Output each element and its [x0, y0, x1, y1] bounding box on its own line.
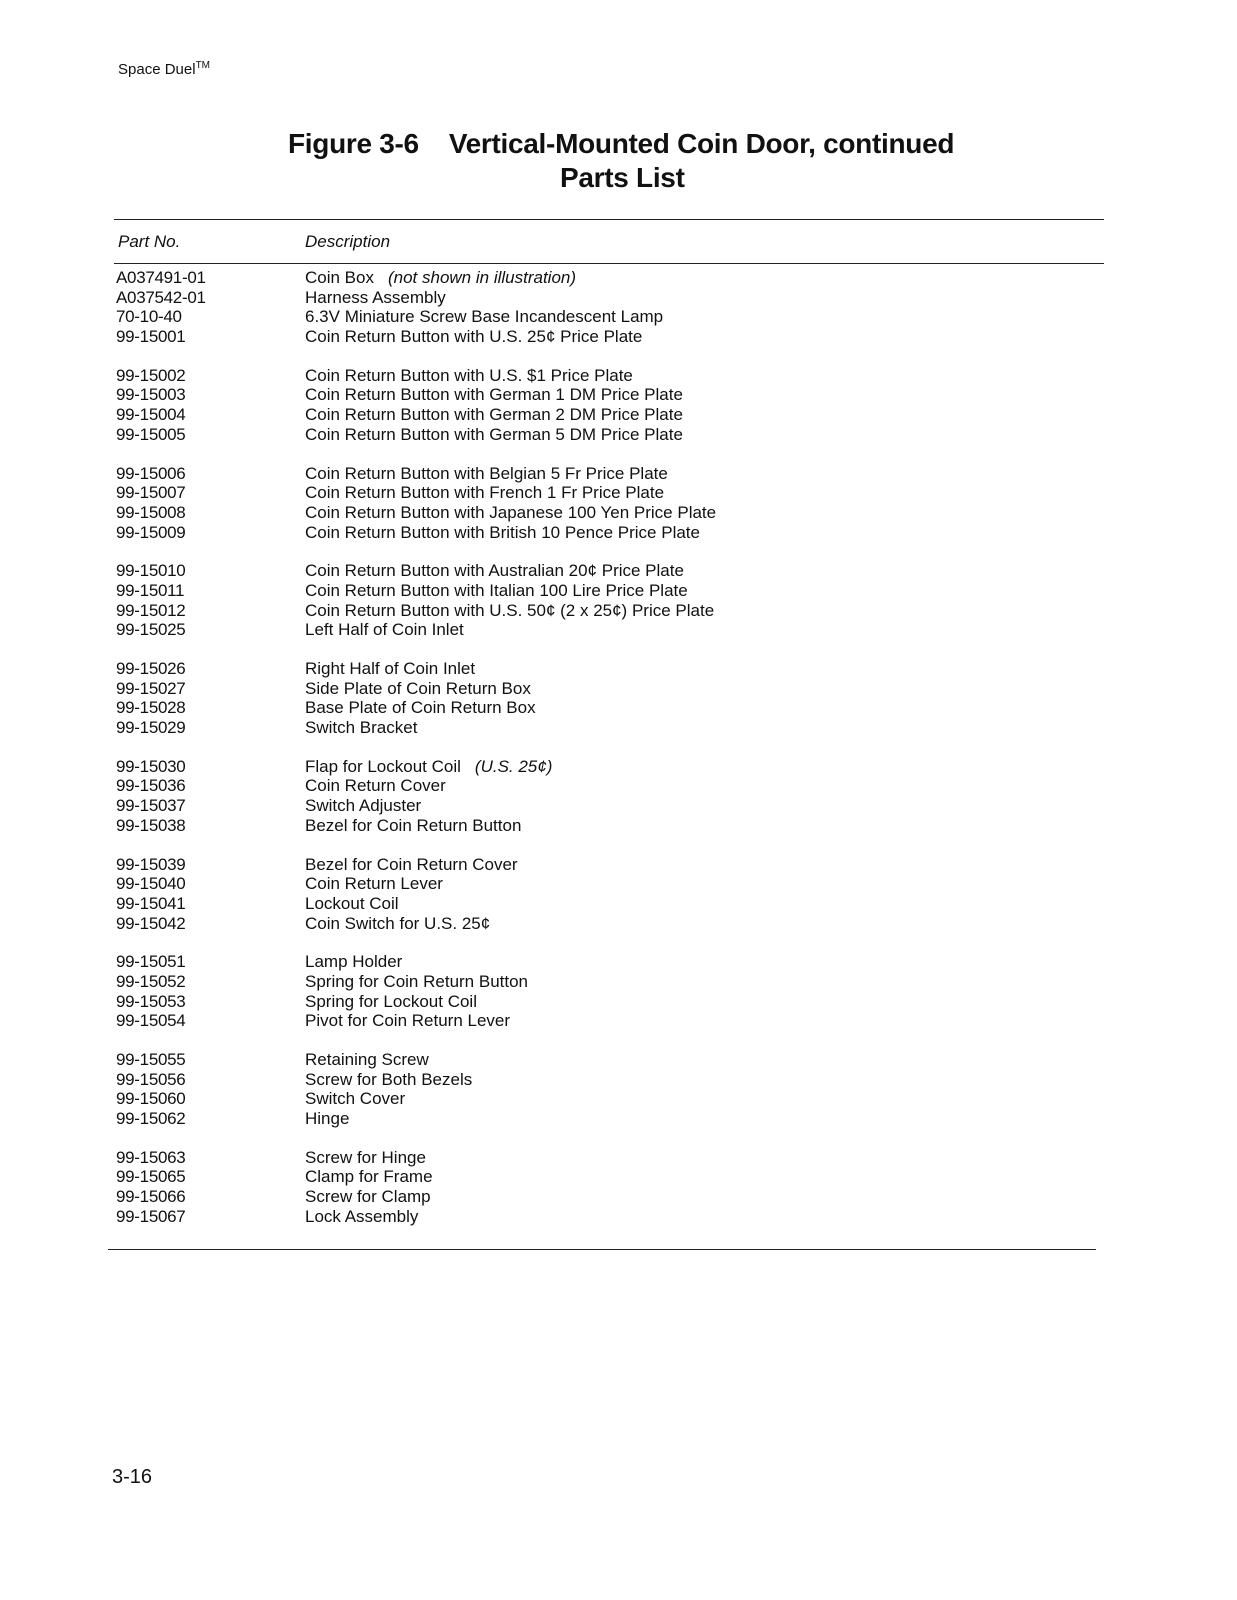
table-row	[116, 776, 1096, 796]
description-text: Coin Return Button with German 1 DM Price Plate	[305, 385, 683, 405]
part-description	[305, 796, 1096, 816]
description-text: Hinge	[305, 1109, 350, 1129]
part-number: 99-15054	[116, 1011, 186, 1031]
part-number: 99-15041	[116, 893, 186, 913]
description-text: Coin Return Button with U.S. $1 Price Plate	[305, 365, 633, 385]
part-description	[305, 405, 1096, 425]
table-row	[116, 561, 1096, 581]
figure-label: Figure 3-6	[288, 128, 419, 159]
part-description	[305, 816, 1096, 836]
description-text: Retaining Screw	[305, 1050, 429, 1069]
part-number: 99-15025	[116, 620, 186, 640]
part-number: 99-15004	[116, 405, 186, 425]
description-text: Coin Return Button with U.S. 25¢ Price Plate	[305, 327, 643, 347]
table-row	[116, 405, 1096, 425]
column-header-part-no: Part No.	[118, 232, 181, 251]
description-text: Coin Return Button with German 2 DM Price Plate	[305, 405, 683, 425]
parts-group	[116, 366, 1096, 445]
description-text: Coin Return Button with British 10 Pence Price Plate	[305, 522, 700, 542]
table-row	[116, 757, 1096, 777]
part-description	[305, 1207, 1096, 1227]
part-description	[305, 464, 1096, 484]
figure-heading: Vertical-Mounted Coin Door, continued	[448, 128, 955, 159]
description-text: Bezel for Coin Return Cover	[305, 854, 518, 874]
part-description	[305, 581, 1096, 601]
column-header-description: Description	[305, 232, 391, 251]
description-text: Coin Return Button with U.S. 50¢ (2 x 25¢) Price Plate	[305, 600, 715, 620]
parts-group	[116, 659, 1096, 738]
table-row	[116, 268, 1096, 288]
table-row	[116, 620, 1096, 640]
description-text: Side Plate of Coin Return Box	[305, 678, 531, 698]
parts-group	[116, 561, 1096, 640]
description-text: Switch Adjuster	[305, 796, 422, 816]
part-number: 99-15055	[116, 1050, 186, 1069]
part-description	[305, 659, 1096, 679]
part-number: 99-15026	[116, 659, 186, 678]
description-text: Screw for Clamp	[305, 1187, 431, 1207]
description-text: Pivot for Coin Return Lever	[305, 1011, 511, 1031]
part-number: 99-15029	[116, 718, 186, 738]
description-text: Screw for Both Bezels	[305, 1069, 473, 1089]
parts-group	[116, 464, 1096, 543]
part-number: 99-15012	[116, 600, 186, 620]
part-number: 99-15039	[116, 854, 186, 874]
description-text: Flap for Lockout Coil	[305, 756, 461, 776]
table-row	[116, 992, 1096, 1012]
part-number: 99-15053	[116, 991, 186, 1011]
part-number: 99-15008	[116, 502, 186, 522]
table-row	[116, 307, 1096, 327]
table-top-rule	[114, 219, 1104, 220]
table-row	[116, 816, 1096, 836]
part-description	[305, 1089, 1096, 1109]
parts-group	[116, 1050, 1096, 1129]
part-description	[305, 1011, 1096, 1031]
part-number: 99-15006	[116, 463, 186, 483]
part-description	[305, 523, 1096, 543]
table-row	[116, 1187, 1096, 1207]
part-number: 99-15005	[116, 424, 186, 444]
part-description	[305, 894, 1096, 914]
table-row	[116, 914, 1096, 934]
part-description	[305, 483, 1096, 503]
part-number: 99-15060	[116, 1089, 186, 1109]
table-row	[116, 894, 1096, 914]
description-text: Lamp Holder	[305, 952, 403, 972]
description-text: Coin Return Button with Italian 100 Lire Price Plate	[305, 580, 688, 600]
description-text: Screw for Hinge	[305, 1147, 426, 1167]
part-description	[305, 972, 1096, 992]
parts-group	[116, 757, 1096, 836]
table-row	[116, 503, 1096, 523]
part-description	[305, 620, 1096, 640]
part-number: 99-15027	[116, 678, 186, 698]
part-number: 99-15030	[116, 756, 186, 776]
table-row	[116, 1148, 1096, 1168]
part-number: A037542-01	[116, 287, 206, 307]
part-description	[305, 855, 1096, 875]
description-text: 6.3V Miniature Screw Base Incandescent Lamp	[305, 307, 664, 327]
part-description	[305, 679, 1096, 699]
table-row	[116, 698, 1096, 718]
table-row	[116, 1207, 1096, 1227]
table-row	[116, 855, 1096, 875]
trademark-mark: TM	[195, 60, 211, 71]
part-description	[305, 992, 1096, 1012]
description-note: (U.S. 25¢)	[474, 756, 553, 776]
table-bottom-rule	[108, 1249, 1096, 1250]
table-row	[116, 972, 1096, 992]
part-number: 99-15028	[116, 698, 186, 718]
part-number: 99-15007	[116, 483, 186, 503]
description-text: Harness Assembly	[305, 287, 446, 307]
part-number: 99-15042	[116, 913, 186, 933]
table-row	[116, 1050, 1096, 1070]
part-number: 99-15003	[116, 385, 186, 405]
description-text: Coin Return Button with French 1 Fr Price Plate	[305, 483, 665, 503]
part-description	[305, 757, 1096, 777]
part-number: 99-15038	[116, 815, 186, 835]
description-text: Coin Return Button with Australian 20¢ Price Plate	[305, 561, 684, 581]
part-number: 99-15056	[116, 1069, 186, 1089]
part-number: 99-15063	[116, 1147, 186, 1167]
part-description	[305, 288, 1096, 308]
table-row	[116, 659, 1096, 679]
part-number: 99-15011	[116, 580, 185, 600]
part-description	[305, 1167, 1096, 1187]
part-description	[305, 268, 1096, 288]
table-row	[116, 1109, 1096, 1129]
table-row	[116, 425, 1096, 445]
part-description	[305, 425, 1096, 445]
part-description	[305, 1070, 1096, 1090]
table-row	[116, 366, 1096, 386]
part-number: 99-15067	[116, 1206, 186, 1226]
figure-title	[288, 128, 954, 160]
part-description	[305, 1109, 1096, 1129]
description-text: Bezel for Coin Return Button	[305, 815, 522, 835]
table-row	[116, 1167, 1096, 1187]
parts-group	[116, 1148, 1096, 1227]
parts-group	[116, 952, 1096, 1031]
table-row	[116, 483, 1096, 503]
part-description	[305, 307, 1096, 327]
table-row	[116, 1070, 1096, 1090]
description-note: (not shown in illustration)	[387, 268, 577, 287]
table-row	[116, 601, 1096, 621]
parts-table	[116, 268, 1096, 1246]
part-description	[305, 874, 1096, 894]
description-text: Coin Return Button with German 5 DM Price Plate	[305, 424, 683, 444]
part-description	[305, 561, 1096, 581]
description-text: Lockout Coil	[305, 893, 399, 913]
page-header	[118, 60, 210, 78]
description-text: Spring for Coin Return Button	[305, 971, 529, 991]
description-text: Lock Assembly	[305, 1206, 419, 1226]
table-row	[116, 385, 1096, 405]
description-text: Coin Return Button with Japanese 100 Yen Price Plate	[305, 502, 717, 522]
part-description	[305, 914, 1096, 934]
part-description	[305, 1050, 1096, 1070]
table-row	[116, 327, 1096, 347]
description-text: Coin Return Lever	[305, 874, 443, 894]
description-text: Right Half of Coin Inlet	[305, 659, 476, 678]
part-number: 99-15062	[116, 1109, 186, 1129]
table-row	[116, 523, 1096, 543]
part-number: 99-15009	[116, 522, 186, 542]
description-text: Coin Return Cover	[305, 776, 446, 796]
description-text: Clamp for Frame	[305, 1167, 433, 1187]
description-text: Coin Box	[305, 268, 374, 287]
part-description	[305, 718, 1096, 738]
part-description	[305, 1187, 1096, 1207]
part-number: 99-15010	[116, 561, 186, 581]
parts-group	[116, 268, 1096, 347]
description-text: Switch Cover	[305, 1089, 406, 1109]
part-number: 99-15066	[116, 1187, 186, 1207]
part-description	[305, 385, 1096, 405]
table-header-rule	[114, 263, 1104, 264]
part-number: 99-15052	[116, 971, 186, 991]
part-description	[305, 601, 1096, 621]
table-row	[116, 581, 1096, 601]
part-number: A037491-01	[116, 268, 206, 287]
part-number: 99-15040	[116, 874, 186, 894]
page-number: 3-16	[112, 1466, 153, 1488]
part-description	[305, 503, 1096, 523]
table-row	[116, 796, 1096, 816]
description-text: Left Half of Coin Inlet	[305, 620, 464, 640]
part-number: 99-15036	[116, 776, 186, 796]
part-description	[305, 1148, 1096, 1168]
figure-subtitle: Parts List	[560, 162, 685, 193]
description-text: Coin Return Button with Belgian 5 Fr Price Plate	[305, 463, 668, 483]
part-number: 99-15002	[116, 365, 186, 385]
table-row	[116, 874, 1096, 894]
part-number: 99-15051	[116, 952, 186, 972]
description-text: Switch Bracket	[305, 718, 418, 738]
parts-group	[116, 855, 1096, 934]
part-description	[305, 952, 1096, 972]
table-row	[116, 288, 1096, 308]
part-number: 70-10-40	[116, 307, 182, 327]
part-number: 99-15037	[116, 796, 186, 816]
part-description	[305, 776, 1096, 796]
document-title: Space Duel	[118, 61, 196, 78]
table-row	[116, 718, 1096, 738]
description-text: Base Plate of Coin Return Box	[305, 698, 536, 718]
part-description	[305, 698, 1096, 718]
table-row	[116, 679, 1096, 699]
part-number: 99-15001	[116, 327, 186, 347]
part-number: 99-15065	[116, 1167, 186, 1187]
table-row	[116, 1011, 1096, 1031]
part-description	[305, 366, 1096, 386]
description-text: Spring for Lockout Coil	[305, 991, 477, 1011]
table-row	[116, 1089, 1096, 1109]
description-text: Coin Switch for U.S. 25¢	[305, 913, 491, 933]
part-description	[305, 327, 1096, 347]
table-row	[116, 464, 1096, 484]
table-row	[116, 952, 1096, 972]
